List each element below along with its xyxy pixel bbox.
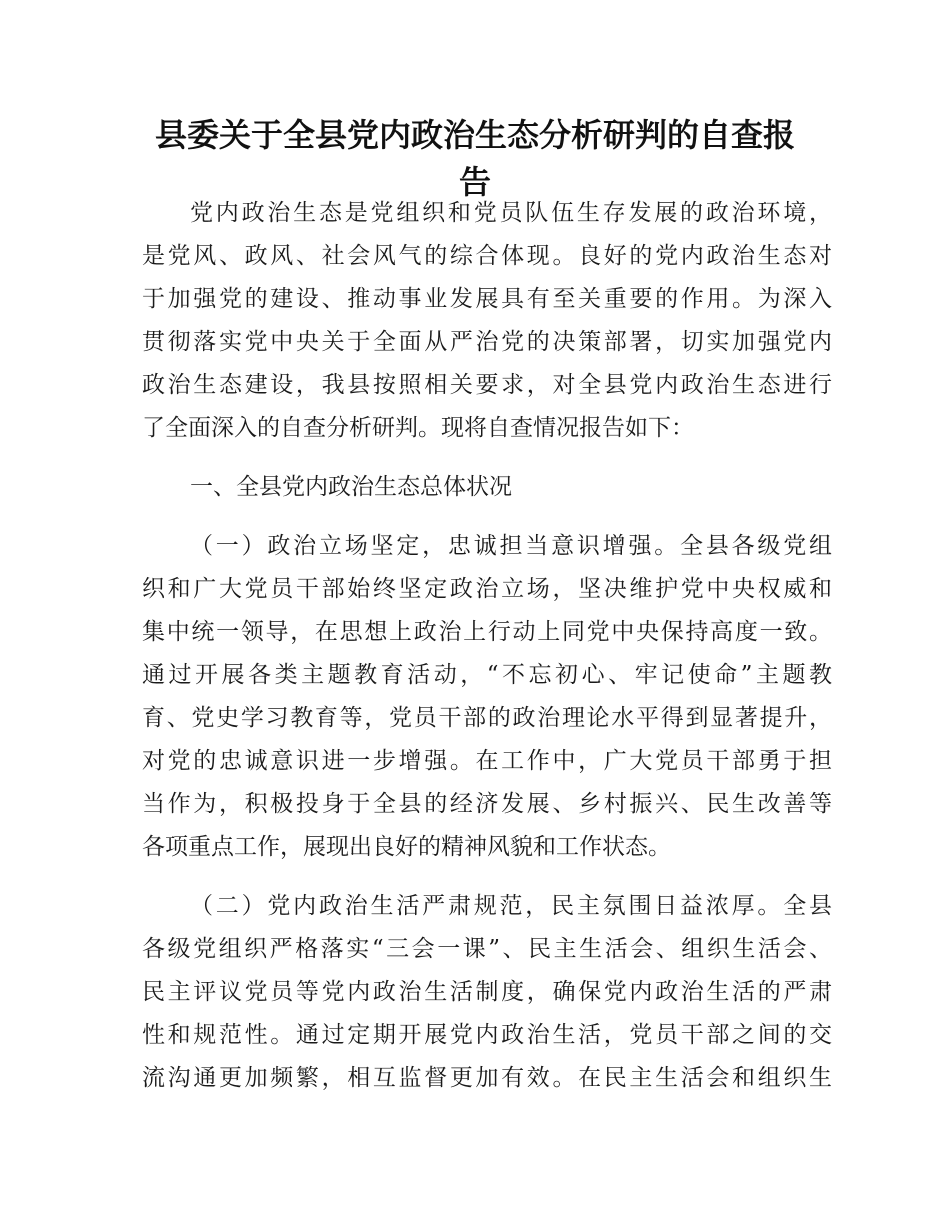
text-line: 各级党组织严格落实“三会一课”、民主生活会、组织生活会、	[142, 936, 832, 962]
text-line: 流沟通更加频繁，相互监督更加有效。在民主生活会和组织生	[142, 1065, 832, 1091]
text-line: 当作为，积极投身于全县的经济发展、乡村振兴、民生改善等	[142, 791, 832, 817]
text-line: （一）政治立场坚定，忠诚担当意识增强。全县各级党组	[190, 533, 832, 559]
paragraph-item-2	[142, 885, 832, 1100]
paragraph-intro	[142, 192, 832, 450]
text-line: 集中统一领导，在思想上政治上行动上同党中央保持高度一致。	[142, 619, 832, 645]
text-line: 通过开展各类主题教育活动，“不忘初心、牢记使命”主题教	[142, 662, 832, 688]
text-line: 是党风、政风、社会风气的综合体现。良好的党内政治生态对	[142, 243, 832, 269]
text-line: 贯彻落实党中央关于全面从严治党的决策部署，切实加强党内	[142, 329, 832, 355]
text-line: 育、党史学习教育等，党员干部的政治理论水平得到显著提升，	[142, 705, 832, 731]
text-line: 性和规范性。通过定期开展党内政治生活，党员干部之间的交	[142, 1022, 832, 1048]
title-line: 告	[458, 163, 491, 201]
text-line: 民主评议党员等党内政治生活制度，确保党内政治生活的严肃	[142, 979, 832, 1005]
text-line: （二）党内政治生活严肃规范，民主氛围日益浓厚。全县	[190, 893, 832, 919]
document-body	[142, 192, 832, 1100]
text-line: 织和广大党员干部始终坚定政治立场，坚决维护党中央权威和	[142, 576, 832, 602]
section-heading	[142, 466, 832, 509]
title-line: 县委关于全县党内政治生态分析研判的自查报	[154, 116, 795, 154]
text-line: 于加强党的建设、推动事业发展具有至关重要的作用。为深入	[142, 286, 832, 312]
text-line: 了全面深入的自查分析研判。现将自查情况报告如下：	[142, 415, 694, 441]
text-line: 政治生态建设，我县按照相关要求，对全县党内政治生态进行	[142, 372, 832, 398]
text-line: 一、全县党内政治生态总体状况	[190, 474, 512, 500]
text-line: 对党的忠诚意识进一步增强。在工作中，广大党员干部勇于担	[142, 748, 832, 774]
text-line: 党内政治生态是党组织和党员队伍生存发展的政治环境，	[190, 200, 832, 226]
text-line: 各项重点工作，展现出良好的精神风貌和工作状态。	[142, 834, 671, 860]
paragraph-item-1	[142, 525, 832, 869]
